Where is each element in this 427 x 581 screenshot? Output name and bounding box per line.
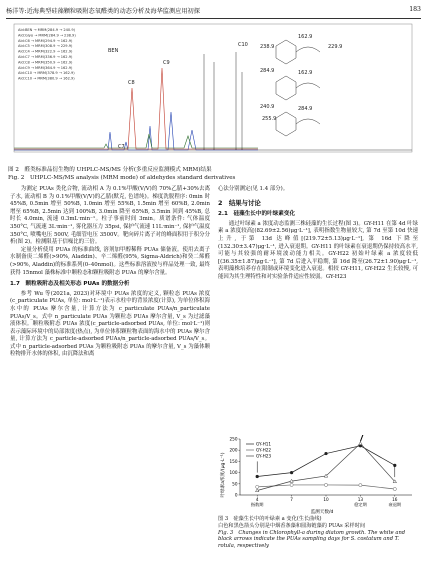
phase-label: 衰退期	[388, 502, 402, 507]
header-rule	[6, 18, 421, 19]
figure-2-caption	[8, 166, 418, 182]
running-header	[6, 6, 421, 16]
fig2-legend-item: Ald:C10 → MRM(380.9 → 162.9)	[18, 76, 75, 81]
series-line-gy-h11	[257, 446, 395, 477]
peak-label-c10: C10	[238, 42, 248, 48]
y-tick-label: 50	[232, 481, 238, 487]
fig2-legend-item: Ald:Glyo → MRM(284.9 → 238.9)	[18, 33, 76, 38]
section-1-7-heading: 1.7 颗粒吸附态及相关形态 PUAs 的数据分析	[10, 281, 130, 288]
figure-2-chromatogram	[8, 22, 418, 162]
left-paragraph-3: 参考 Wu 等(2021a, 2023)对环境中 PUAs 浓度的定义, 颗粒态 PUAs 浓度(c_particulate PUAs, 单位: mol·L⁻¹)表示水柱中的背景浓度(计算), 为单位体积海水中的 PUAs 摩尔含量, 计算方法为 c_particulate PUAs/n_particulate PUAs/V_s。式中 n_particulate PUAs 为颗粒态 PUAs 摩尔含量, V_s 为过滤藻液体积。颗粒吸附态 PUAs 浓度(c_particle-adsorbed PUAs, 单位: mol·L⁻¹)则表示藻际环境中的局部浓度(热点), 为单位体积颗粒物表面的海水中的 PUAs 摩尔含量, 计算方法为 c_particle-adsorbed PUAs/n_particle-adsorbed PUAs/V_s。式中 n_particle-adsorbed PUAs 为颗粒吸附态 PUAs 的摩尔含量, V_s 为藻体颗粒物排开水体的体积, 由沉降法和离	[10, 290, 210, 358]
fig2-legend-item: Ald:C7 → MRM(336.9 → 162.9)	[18, 55, 73, 59]
ms-label: 284.9	[260, 68, 275, 74]
data-point	[290, 471, 293, 474]
data-point	[393, 487, 396, 490]
series-group	[256, 442, 397, 492]
fig2-legend-item: Ald:C9 → MRM(364.9 → 162.9)	[18, 65, 73, 70]
ms-label: 240.9	[260, 104, 275, 110]
figure-3-caption-cn: 图 3 硅藻生长中的叶绿素 a 变化(生长曲线)	[218, 516, 322, 522]
fig2-legend-item: Ald:BEN → MRM(284.9 → 240.9)	[18, 28, 76, 32]
section-2-1-heading: 2.1 硅藻生长中的叶绿素变化	[218, 211, 296, 218]
x-tick-label: 16	[392, 497, 398, 502]
fig2-legend-item: Ald:C8 → MRM(350.9 → 162.9)	[18, 60, 73, 65]
data-point	[290, 483, 293, 486]
fig2-legend-item: Ald:C5 → MRM(308.9 → 229.9)	[18, 44, 73, 49]
y-tick-label: 100	[229, 470, 238, 476]
peak-label-c9: C9	[163, 60, 170, 66]
left-paragraph-2: 定量分析使用 PUAs 的标准曲线, 溶剂加甲醇稀释 PUAs 储备液。使用去离子水制备庚二烯醛(>90%, Aladdin)、辛二烯醛(95%, Sigma-Aldrich)和癸二烯醛(>90%, Aladdin)的标准系列(0–40nmol)。这些标准溶液按与样品处理一致, 最终获得 15nmol 藻株标准中颗粒态和颗粒吸附态 PUAs 的摩尔含量。	[10, 246, 210, 276]
left-paragraph-1: 为测定 PUAs 类化合物, 流动相 A 为 0.1%甲酸(V/V)的 70%乙腈+30%去离子水, 流动相 B 为 0.1%甲酸(V/V)的乙腈(默克, 色谱纯)。梯度洗脱程序: 0min 时 45%B, 0.5min 增至 50%B, 1.0min 增至 55%B, 1.5min 增至 60%B, 2.0min 增至 65%B, 2.5min 达到 100%B, 3.0min 降至 65%B, 3.5min 回到 45%B, 总时长 4.0min, 流速 0.3mL·min⁻¹。柱子事前时间 3min。质谱条件: 气体温度 350°C, 气流速 3L·min⁻¹, 雾化器压力 35psi, 保护气流速 11L·min⁻¹, 保护气温度 350°C, 喷嘴电压 500V, 毛细管电压 3500V。靶向碎片离子对的峰面积用于积分分析(图 2)。检测限基于信噪比的三倍。	[10, 186, 210, 246]
right-paragraph-1: 通过叶绿素 a 浓度动态监测三株硅藻的生长过程(图 3)。GY-H11 在第 4d 叶绿素 a 浓度较高[(82.69±2.56)μg·L⁻¹], 表明指数生物量较大, 第 7d 至第 10d 快速上升, 于第 13d 达峰值[(219.72±5.13)μg·L⁻¹], 第 16d 下降至(132.30±3.47)μg·L⁻¹, 进入衰退期。GY-H11 的叶绿素在衰退期仍保持较高水平, 可能与其较强的耐环境波动能力相关。GY-H22 初始叶绿素 a 浓度较低[(36.35±1.87)μg·L⁻¹], 第 7d 后进入平稳期, 第 16d 降至(26.72±1.90)μg·L⁻¹, 表明藻株培养存在限制或环境变化进入衰退。相较 GY-H11, GY-H22 生长较慢, 可能因为其生理特性和对实验条件适应性较弱。GY-H23	[218, 220, 418, 280]
section-2-heading: 2 结果与讨论	[218, 198, 261, 207]
left-column	[10, 186, 210, 359]
figure-2-legend	[18, 28, 76, 81]
figure-2-caption-en: Fig. 2 UHPLC-MS/MS analysis (MRM mode) of aldehydes standard derivatives	[8, 175, 236, 181]
ms-fragment-labels	[260, 34, 342, 122]
phase-labels	[251, 501, 402, 508]
x-tick-label: 13	[357, 497, 364, 502]
fig2-legend-item: Ald:C4 → MRM(322.9 → 162.9)	[18, 49, 73, 54]
figure-3-caption-note: 白色和黑色箭头分别是中烟香条藻和圆海链藻的 PUAs 采样时间	[218, 522, 366, 529]
x-axis-label: 监测天数/d	[310, 510, 334, 515]
ms-label: 284.9	[298, 106, 313, 112]
y-tick-label: 250	[229, 436, 238, 442]
data-point	[324, 452, 327, 455]
y-tick-label: 0	[234, 492, 238, 498]
fig2-legend-item: Ald:C10 → MRM(378.9 → 162.9)	[18, 71, 75, 76]
data-point	[359, 442, 362, 445]
phase-label: 指数期	[250, 502, 264, 507]
data-point	[359, 484, 362, 487]
legend-label: GY-H11	[256, 441, 272, 447]
black-arrow	[360, 435, 363, 441]
y-tick-label: 150	[229, 458, 238, 464]
data-point	[256, 475, 259, 478]
legend-label: GY-H23	[256, 453, 272, 459]
data-point	[324, 483, 327, 486]
figure-3-caption	[218, 516, 418, 550]
y-tick-label: 200	[229, 447, 238, 453]
peak-label-ben: BEN	[108, 48, 119, 54]
right-paragraph-0: 心法分别测定(见 1.4 部分)。	[218, 186, 289, 192]
figure-2-caption-cn: 图 2 醛类标准品衍生物的 UHPLC-MS/MS 分析(多重反应监测模式 MRM)结果	[8, 167, 212, 173]
fig2-legend-item: Ald:C6 → MRM(294.9 → 162.9)	[18, 38, 73, 43]
x-tick-label: 4	[255, 497, 259, 502]
peak-label-c7: C7	[118, 144, 125, 150]
figure-3-legend	[246, 442, 271, 459]
ms-label: 255.9	[262, 116, 277, 122]
ms-structure-inset	[276, 40, 320, 136]
data-point	[256, 485, 259, 488]
x-ticks	[256, 495, 398, 502]
x-tick-label: 10	[323, 497, 329, 502]
x-tick-label: 7	[290, 497, 293, 502]
y-ticks	[230, 437, 241, 498]
right-column	[218, 186, 418, 282]
ms-label: 162.9	[298, 70, 313, 76]
figure-3-caption-en: Fig. 3 Changes in Chlorophyll-a during diatom growth. The white and black arrows indicate the PUAs sampling days for S. costatum and T. rotula, respectively	[218, 529, 406, 550]
phase-label: 稳定期	[354, 502, 367, 507]
ms-label: 238.9	[260, 44, 275, 50]
y-axis-label: 叶绿素a浓度/(μg·L⁻¹)	[221, 452, 226, 498]
page-number: 183	[409, 6, 421, 13]
peak-label-c8: C8	[128, 80, 135, 86]
ms-label: 162.9	[298, 34, 313, 40]
figure-3-chart	[218, 435, 418, 515]
ms-label: 229.9	[328, 44, 343, 50]
legend-label: GY-H22	[256, 447, 272, 453]
header-left: 杨洋等:近海典型硅藻颗粒吸附态氧醛类的动态分析及海华监测应用初探	[6, 8, 200, 15]
